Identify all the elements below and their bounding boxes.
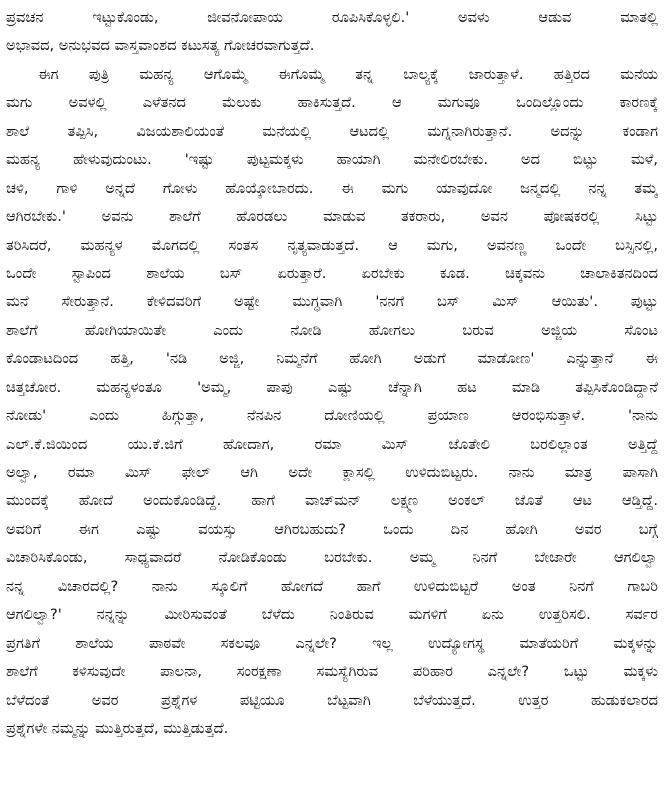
text-line: ಮಗು ಅವಳಲ್ಲಿ ಎಳೆತನದ ಮೆಲುಕು ಹಾಕಿಸುತ್ತದೆ. ಆ ಮಗುವೂ ಒಂದಿಲ್ಲೊಂದು ಕಾರಣಕ್ಕೆ [6,94,658,112]
text-line: ತರಿಸಿದರೆ, ಮಹನ್ಯಳ ಮೊಗದಲ್ಲಿ ಸಂತಸ ನೃತ್ಯವಾಡುತ್ತದೆ. ಆ ಮಗು, ಅವನಣ್ಣ ಒಂದೇ ಬಸ್ಸಿನಲ್ಲಿ, [6,236,658,254]
text-line: ಅವರಿಗೆ ಈಗ ಎಷ್ಟು ವಯಸ್ಸು ಆಗಿರಬಹುದು? ಒಂದು ದಿನ ಹೋಗಿ ಅವರ ಬಗ್ಗೆ [6,520,658,538]
text-line: ಅಲ್ವಾ, ರಮಾ ಮಿಸ್ ಫೇಲ್ ಆಗಿ ಅದೇ ಕ್ಲಾಸಲ್ಲಿ ಉಳಿದುಬಿಟ್ಟರು. ನಾನು ಮಾತ್ರ ಪಾಸಾಗಿ [6,464,658,481]
text-line: ಶಾಲೆ ತಪ್ಪಿಸಿ, ವಿಜಯಶಾಲಿಯಂತೆ ಮನೆಯಲ್ಲಿ ಆಟದಲ್ಲಿ ಮಗ್ನನಾಗಿರುತ್ತಾನೆ. ಅದನ್ನು ಕಂಡಾಗ [6,122,658,140]
text-line: ಶಾಲೆಗೆ ಕಳಿಸುವುದೇ ಪಾಲನಾ, ಸಂರಕ್ಷಣಾ ಸಮಸ್ಯೆಗಿರುವ ಪರಿಹಾರ ಎನ್ನಲೇ? ಒಟ್ಟು ಮಕ್ಕಳು [6,663,658,681]
text-line: ಎಲ್.ಕೆ.ಜಿಯಿಂದ ಯು.ಕೆ.ಜಿಗೆ ಹೋದಾಗ, ರಮಾ ಮಿಸ್ ಜೊತೇಲಿ ಬರಲಿಲ್ಲಾಂತ ಅತ್ತಿದ್ದೆ [6,435,658,453]
text-line: ಆಗಿರಬೇಕು.' ಅವನು ಶಾಲೆಗೆ ಹೊರಡಲು ಮಾಡುವ ತಕರಾರು, ಅವನ ಪೋಷಕರಲ್ಲಿ ಸಿಟ್ಟು [6,208,658,226]
text-line: ಪ್ರಶ್ನೆಗಳೇ ನಮ್ಮನ್ನು ಮುತ್ತಿರುತ್ತದೆ, ಮುತ್ತಿಡುತ್ತದೆ. [6,719,229,737]
text-line: ನೋಡು' ಎಂದು ಹಿಗ್ಗುತ್ತಾ, ನೆನಪಿನ ದೋಣಿಯಲ್ಲಿ ಪ್ರಯಾಣ ಆರಂಭಿಸುತ್ತಾಳೆ. 'ನಾನು [6,407,658,425]
text-line: ಪ್ರವಚನ ಇಟ್ಟುಕೊಂಡು, ಜೀವನೋಪಾಯ ರೂಪಿಸಿಕೊಳ್ಳಲಿ.' ಅವಳು ಆಡುವ ಮಾತಲ್ಲಿ [6,9,658,26]
text-line: ಶಾಲೆಗೆ ಹೋಗಿಯಾಯಿತೇ ಎಂದು ನೋಡಿ ಹೋಗಲು ಬರುವ ಅಜ್ಜಿಯ ಸೊಂಟ [6,321,658,339]
text-line: ಅಭಾವದ, ಅನುಭವದ ವಾಸ್ತವಾಂಶದ ಕಟುಸತ್ಯ ಗೋಚರವಾಗುತ್ತದೆ. [6,37,315,55]
text-line: ಮಹನ್ಯ ಹೇಳುವುದುಂಟು. 'ಇಷ್ಟು ಪುಟ್ಟಮಕ್ಕಳು ಹಾಯಾಗಿ ಮನೇಲಿರಬೇಕು. ಅದ ಬಿಟ್ಟು ಮಳೆ, [6,151,658,169]
text-line: ಬೆಳೆದಂತೆ ಅವರ ಪ್ರಶ್ನೆಗಳ ಪಟ್ಟಿಯೂ ಬೆಟ್ಟವಾಗಿ ಬೆಳೆಯುತ್ತದೆ. ಉತ್ತರ ಹುಡುಕಲಾರದ [6,691,658,709]
text-line: ಚಳಿ, ಗಾಳಿ ಅನ್ನದೆ ಗೋಳು ಹೊಯ್ಕೋಬಾರದು. ಈ ಮಗು ಯಾವುದೋ ಜನ್ಮದಲ್ಲಿ ನನ್ನ ತಮ್ಮ [6,179,658,197]
body-text [6,4,658,743]
text-line: ಕೊಂಡಾಟದಿಂದ ಹತ್ತಿ, 'ನಡಿ ಅಜ್ಜಿ, ನಿಮ್ಮನೆಗೆ ಹೋಗಿ ಅಡುಗೆ ಮಾಡೋಣ' ಎನ್ನುತ್ತಾನೆ ಈ [6,350,658,368]
text-line: ಪ್ರಗತಿಗೆ ಶಾಲೆಯ ಪಾಠವೇ ಸಕಲವೂ ಎನ್ನಲೇ? ಇಲ್ಲ ಉದ್ಯೋಗಸ್ಥ ಮಾತೆಯರಿಗೆ ಮಕ್ಕಳನ್ನು [6,634,658,652]
text-line: ಈಗ ಪುತ್ರಿ ಮಹನ್ಯ ಆಗೊಮ್ಮೆ ಈಗೊಮ್ಮೆ ತನ್ನ ಬಾಲ್ಯಕ್ಕೆ ಜಾರುತ್ತಾಳೆ. ಹತ್ತಿರದ ಮನೆಯ [38,65,658,83]
text-line: ಆಗಲಿಲ್ವಾ?' ನನ್ನನ್ನು ಮೀರಿಸುವಂತೆ ಬೆಳೆದು ನಿಂತಿರುವ ಮಗಳಿಗೆ ಏನು ಉತ್ತರಿಸಲಿ. ಸರ್ವರ [6,606,658,624]
text-line: ಮುಂದಕ್ಕೆ ಹೋದೆ ಅಂದುಕೊಂಡಿದ್ದೆ. ಹಾಗೆ ವಾಚ್‌ಮನ್ ಲಕ್ಷ್ಮಣ ಅಂಕಲ್ ಜೊತೆ ಆಟ ಆಡ್ತಿದ್ದೆ. [6,492,658,510]
text-line: ಮನೆ ಸೇರುತ್ತಾನೆ. ಕೇಳಿದವರಿಗೆ ಅಷ್ಟೇ ಮುಗ್ಧವಾಗಿ 'ನನಗೆ ಬಸ್ ಮಿಸ್ ಆಯಿತು'. ಪುಟ್ಟು [6,293,658,311]
text-line: ವಿಚಾರಿಸಿಕೊಂಡು, ಸಾಧ್ಯವಾದರೆ ನೋಡಿಕೊಂಡು ಬರಬೇಕು. ಅಮ್ಮ ನಿನಗೆ ಬೇಜಾರೇ ಆಗಲಿಲ್ವಾ [6,549,658,567]
text-line: ನನ್ನ ವಿಚಾರದಲ್ಲಿ? ನಾನು ಸ್ಕೂಲಿಗೆ ಹೋಗದೆ ಹಾಗೆ ಉಳಿದುಬಿಟ್ಟರೆ ಅಂತ ನಿನಗೆ ಗಾಬರಿ [6,577,658,595]
text-line: ಒಂದೇ ಸ್ಟಾಪಿಂದ ಶಾಲೆಯ ಬಸ್ ಏರುತ್ತಾರೆ. ಏರಬೇಕು ಕೂಡ. ಚಿಕ್ಕವನು ಚಾಲಾಕಿತನದಿಂದ [6,264,658,282]
text-line: ಚಿತ್ತಚೋರ. ಮಹನ್ಯಳಂತೂ 'ಅಮ್ಮ, ಪಾಪು ಎಷ್ಟು ಚೆನ್ನಾಗಿ ಹಟ ಮಾಡಿ ತಪ್ಪಿಸಿಕೊಂಡಿದ್ದಾನೆ [6,378,658,396]
